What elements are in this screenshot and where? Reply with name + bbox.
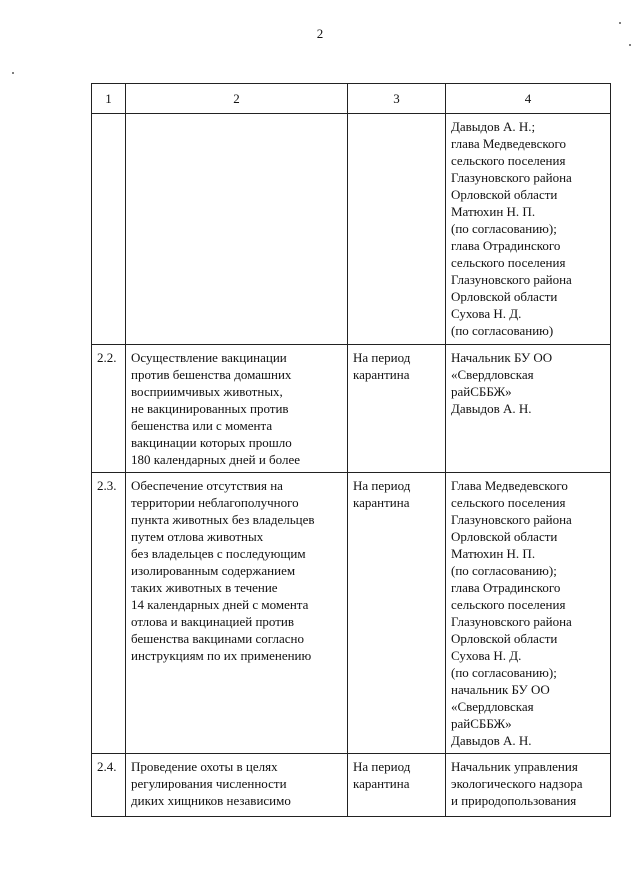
period-text: На период карантина (353, 478, 411, 510)
table-row (92, 345, 611, 473)
row-number: 2.3. (97, 478, 117, 493)
table-row (92, 754, 611, 817)
responsible-text: Давыдов А. Н.; глава Медведевского сельского поселения Глазуновского района Орловской области Матюхин Н. П. (по согласованию); глава Отрадинского сельского поселения Глазуновского района Орловской области Сухова Н. Д. (по согласованию) (451, 119, 572, 338)
activities-table (91, 83, 611, 817)
period-text: На период карантина (353, 350, 411, 382)
activity-text (126, 114, 347, 122)
row-number: 2.2. (97, 350, 117, 365)
responsible-text: Глава Медведевского сельского поселения Глазуновского района Орловской области Матюхин Н. П. (по согласованию); глава Отрадинского сельского поселения Глазуновского района Орловской области Сухова Н. Д. (по согласованию); начальник БУ ОО «Свердловская райСББЖ» Давыдов А. Н. (451, 478, 572, 748)
table-row (92, 473, 611, 754)
column-header: 1 (92, 84, 126, 114)
table-header-row (92, 84, 611, 114)
scan-speck (12, 72, 14, 74)
scan-speck (619, 22, 621, 24)
responsible-text: Начальник БУ ОО «Свердловская райСББЖ» Давыдов А. Н. (451, 350, 553, 416)
table-row (92, 114, 611, 345)
row-number (92, 114, 125, 122)
row-number: 2.4. (97, 759, 117, 774)
page-number: 2 (316, 26, 324, 41)
responsible-text: Начальник управления экологического надзора и природопользования (451, 759, 583, 808)
activity-text: Обеспечение отсутствия на территории неблагополучного пункта животных без владельцев путем отлова животных без владельцев с последующим изолированным содержанием таких животных в течение 14 календарных дней с момента отлова и вакцинацией против бешенства вакцинами согласно инструкциям по их применению (131, 478, 315, 663)
activity-text: Осуществление вакцинации против бешенства домашних восприимчивых животных, не вакцинированных против бешенства или с момента вакцинации которых прошло 180 календарных дней и более (131, 350, 301, 467)
scan-speck (629, 44, 631, 46)
column-header: 2 (126, 84, 348, 114)
column-header: 3 (348, 84, 446, 114)
activity-text: Проведение охоты в целях регулирования численности диких хищников независимо (131, 759, 291, 808)
column-header: 4 (446, 84, 611, 114)
period-text (348, 114, 445, 122)
period-text: На период карантина (353, 759, 411, 791)
